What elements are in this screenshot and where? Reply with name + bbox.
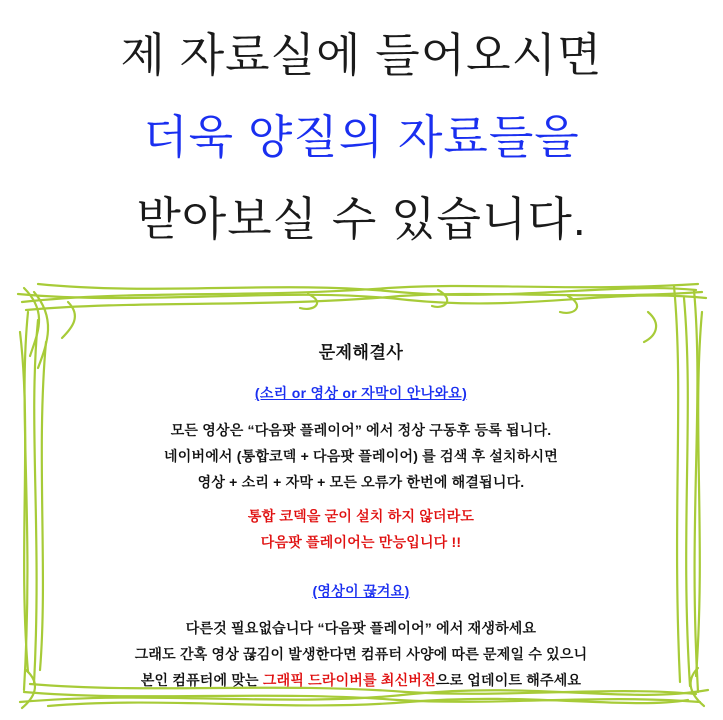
final-line-prefix: 본인 컴퓨터에 맞는 xyxy=(140,672,263,688)
section2-line-1: 다른것 필요없습니다 “다음팟 플레이어” 에서 재생하세요 xyxy=(185,620,537,636)
section1-line-1: 모든 영상은 “다음팟 플레이어” 에서 정상 구동후 등록 됩니다. xyxy=(170,422,552,438)
final-line-suffix: 업데이트 해주세요 xyxy=(467,672,582,688)
section2-heading-text: (영상이 끊겨요) xyxy=(312,583,410,599)
section1-line-2: 네이버에서 (통합코덱 + 다음팟 플레이어) 를 검색 후 설치하시면 xyxy=(164,448,558,464)
section2-heading xyxy=(8,581,714,601)
section1-heading xyxy=(8,383,714,403)
panel-title: 문제해결사 xyxy=(318,343,404,362)
headline-line-1: 제 자료실에 들어오시면 xyxy=(120,29,603,81)
section1-warn-line-1: 통합 코덱을 굳이 설치 하지 않더라도 xyxy=(247,508,475,524)
spacer-2 xyxy=(8,555,714,581)
panel-content xyxy=(8,272,714,712)
final-line-middle: 으로 xyxy=(435,672,468,688)
section1-warn-line-2: 다음팟 플레이어는 만능입니다 !! xyxy=(260,534,462,550)
section2-line-2: 그래도 간혹 영상 끊김이 발생한다면 컴퓨터 사양에 따른 문제일 수 있으니 xyxy=(134,646,588,662)
headline-block xyxy=(0,14,723,260)
headline-line-3: 받아보실 수 있습니다. xyxy=(136,193,587,245)
section2-final-line xyxy=(8,667,714,693)
final-line-emphasis: 그래픽 드라이버를 최신버전 xyxy=(262,672,436,688)
section1-line-3: 영상 + 소리 + 자막 + 모든 오류가 한번에 해결됩니다. xyxy=(197,474,525,490)
headline-line-2: 더욱 양질의 자료들을 xyxy=(143,111,580,163)
section1-heading-text: (소리 or 영상 or 자막이 안나와요) xyxy=(254,385,468,401)
spacer-1 xyxy=(8,495,714,503)
